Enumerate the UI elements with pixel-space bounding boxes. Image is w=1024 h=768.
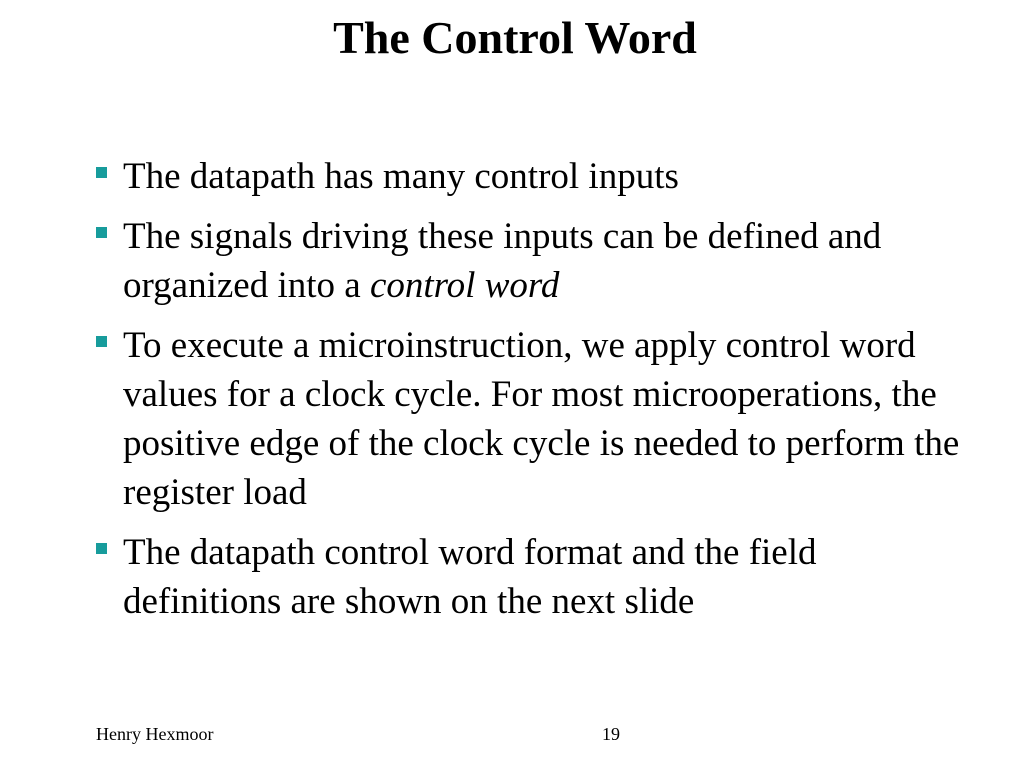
bullet-text-emphasis: control word xyxy=(369,265,560,306)
bullet-text xyxy=(123,325,959,513)
footer-page-number: 19 xyxy=(602,724,620,744)
bullet-text-plain: The datapath control word format and the field definitions are shown on the next slide xyxy=(123,532,817,622)
bullet-list xyxy=(92,152,972,637)
bullet-text xyxy=(123,532,817,622)
slide-title: The Control Word xyxy=(333,12,697,63)
bullet-item xyxy=(92,212,972,310)
bullet-text-plain: To execute a microinstruction, we apply control word values for a clock cycle. For most microoperations, the positive edge of the clock cycle is needed to perform the register load xyxy=(123,325,960,513)
square-bullet-icon xyxy=(96,167,107,178)
footer-author: Henry Hexmoor xyxy=(96,724,214,744)
bullet-text xyxy=(123,216,881,306)
square-bullet-icon xyxy=(96,543,107,554)
bullet-text-plain: The datapath has many control inputs xyxy=(123,156,679,197)
bullet-text xyxy=(123,156,679,197)
bullet-item xyxy=(92,152,972,201)
bullet-item xyxy=(92,321,972,517)
square-bullet-icon xyxy=(96,336,107,347)
bullet-text-plain: The signals driving these inputs can be defined and organized into a xyxy=(123,216,882,306)
square-bullet-icon xyxy=(96,227,107,238)
bullet-item xyxy=(92,528,972,626)
